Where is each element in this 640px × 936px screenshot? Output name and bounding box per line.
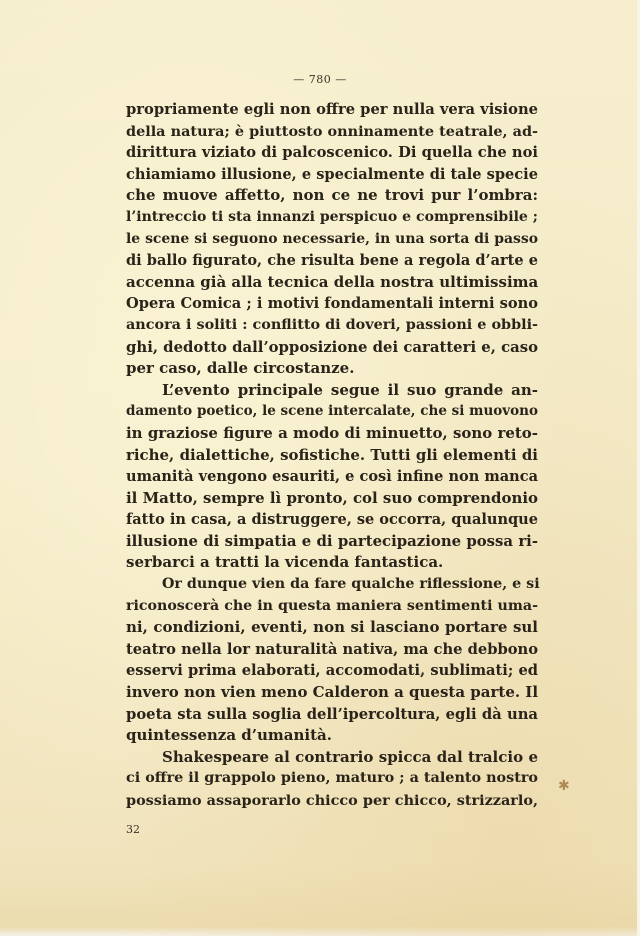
text-line: dirittura viziato di palcoscenico. Di quella che noi [126, 144, 538, 162]
text-line: quintessenza d’umanità. [126, 726, 332, 745]
text-line: che muove affetto, non ce ne trovi pur l’ombra: [126, 186, 538, 205]
text-line: chiamiamo illusione, e specialmente di tale specie [126, 165, 538, 183]
paragraph [126, 99, 538, 380]
signature-mark: 32 [126, 823, 140, 836]
text-line: esservi prima elaborati, accomodati, sublimati; ed [126, 662, 538, 680]
text-line: le scene si seguono necessarie, in una sorta di passo [126, 230, 538, 247]
paper-stain-mark: ✱ [558, 779, 570, 794]
text-line: l’intreccio ti sta innanzi perspicuo e comprensibile ; [126, 208, 538, 225]
text-line: L’evento principale segue il suo grande an- [162, 380, 538, 399]
text-line: umanità vengono esauriti, e così infine non manca [126, 468, 538, 486]
text-line: in graziose figure a modo di minuetto, sono reto- [126, 423, 538, 442]
text-line: della natura; è piuttosto onninamente teatrale, ad- [126, 122, 538, 140]
text-line: illusione di simpatia e di partecipazione possa ri- [126, 531, 538, 550]
paragraph [126, 380, 538, 574]
text-line: fatto in casa, a distruggere, se occorra, qualunque [126, 511, 538, 529]
text-line: ni, condizioni, eventi, non si lasciano portare sul [126, 618, 538, 637]
text-line: damento poetico, le scene intercalate, che si muovono [126, 403, 538, 420]
text-line: riche, dialettiche, sofistiche. Tutti gli elementi di [126, 445, 538, 464]
text-line: possiamo assaporarlo chicco per chicco, strizzarlo, [126, 792, 538, 809]
text-line: ancora i soliti : conflitto di doveri, passioni e obbli- [126, 316, 538, 333]
text-line: invero non vien meno Calderon a questa parte. Il [126, 683, 539, 702]
text-line: Opera Comica ; i motivi fondamentali interni sono [126, 295, 538, 313]
text-line: accenna già alla tecnica della nostra ultimissima [126, 272, 539, 291]
text-line: teatro nella lor naturalità nativa, ma che debbono [126, 640, 538, 658]
text-line: ci offre il grappolo pieno, maturo ; a talento nostro [126, 770, 538, 787]
text-line: Shakespeare al contrario spicca dal tralcio e [162, 747, 538, 766]
running-head-page-number: — 780 — [293, 73, 347, 86]
text-line: Or dunque vien da fare qualche riflessione, e si [162, 576, 540, 593]
text-line: il Matto, sempre lì pronto, col suo comprendonio [126, 488, 538, 507]
paragraph [126, 574, 538, 747]
text-line: poeta sta sulla soglia dell’ipercoltura, egli dà una [126, 705, 538, 723]
text-line: riconoscerà che in questa maniera sentimenti uma- [126, 597, 538, 614]
text-line: ghi, dedotto dall’opposizione dei caratteri e, caso [126, 337, 539, 356]
text-line: propriamente egli non offre per nulla vera visione [126, 101, 538, 118]
text-line: di ballo figurato, che risulta bene a regola d’arte e [126, 252, 538, 270]
text-line: per caso, dalle circostanze. [126, 359, 355, 378]
paragraph [126, 747, 538, 812]
text-line: serbarci a tratti la vicenda fantastica. [126, 553, 444, 572]
body-text [126, 99, 538, 812]
